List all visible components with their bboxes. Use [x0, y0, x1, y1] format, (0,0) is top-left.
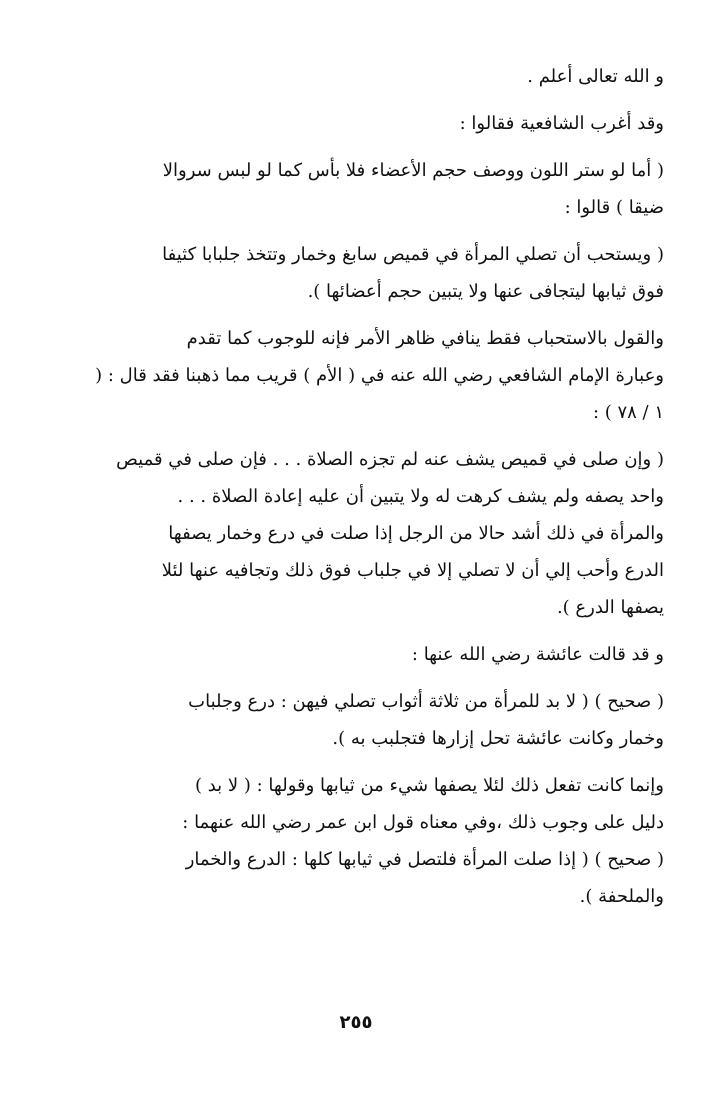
page-body: [88, 58, 664, 925]
text-line: والمرأة في ذلك أشد حالا من الرجل إذا صلت في درع وخمار يصفها: [168, 523, 664, 544]
paragraph-commentary: [88, 320, 664, 431]
text-line: والقول بالاستحباب فقط ينافي ظاهر الأمر فإنه للوجوب كما تقدم: [186, 328, 664, 349]
text-line: و قد قالت عائشة رضي الله عنها :: [411, 644, 664, 665]
paragraph-shafii-intro: [88, 105, 664, 142]
paragraph-aisha-intro: [88, 636, 664, 673]
text-line: ضيقا ) قالوا :: [564, 197, 664, 218]
text-line: يصفها الدرع ).: [556, 597, 664, 618]
text-line: واحد يصفه ولم يشف كرهت له ولا يتبين أن عليه إعادة الصلاة . . .: [177, 486, 664, 507]
paragraph-al-umm-quote: [88, 441, 664, 626]
paragraph-ibn-umar: [88, 767, 664, 915]
text-line: وخمار وكانت عائشة تحل إزارها فتجلبب به ).: [332, 728, 664, 749]
paragraph-closing-formula: [88, 58, 664, 95]
paragraph-shafii-quote: [88, 152, 664, 226]
text-line: وقد أغرب الشافعية فقالوا :: [459, 113, 664, 134]
text-line: ( أما لو ستر اللون ووصف حجم الأعضاء فلا بأس كما لو لبس سروالا: [162, 160, 664, 181]
text-line: دليل على وجوب ذلك ،وفي معناه قول ابن عمر رضي الله عنهما :: [182, 812, 664, 833]
text-line: ( ويستحب أن تصلي المرأة في قميص سابغ وخمار وتتخذ جلبابا كثيفا: [162, 244, 664, 265]
page-number: ٢٥٥: [339, 1012, 373, 1033]
text-line: الدرع وأحب إلي أن لا تصلي إلا في جلباب فوق ذلك وتجافيه عنها لئلا: [161, 560, 664, 581]
text-line: و الله تعالى أعلم .: [527, 66, 664, 87]
text-line: وعبارة الإمام الشافعي رضي الله عنه في ( الأم ) قريب مما ذهبنا فقد قال : (: [95, 365, 664, 386]
text-line: ١ / ٧٨ ) :: [592, 402, 664, 423]
text-line: ( وإن صلى في قميص يشف عنه لم تجزه الصلاة . . . فإن صلى في قميص: [116, 449, 664, 470]
text-line: فوق ثيابها ليتجافى عنها ولا يتبين حجم أعضائها ).: [307, 281, 664, 302]
text-line: والملحفة ).: [579, 886, 664, 907]
text-line: ( صحيح ) ( لا بد للمرأة من ثلاثة أثواب تصلي فيهن : درع وجلباب: [188, 691, 664, 712]
paragraph-aisha-hadith: [88, 683, 664, 757]
text-line: ( صحيح ) ( إذا صلت المرأة فلتصل في ثيابها كلها : الدرع والخمار: [185, 849, 664, 870]
text-line: وإنما كانت تفعل ذلك لئلا يصفها شيء من ثيابها وقولها : ( لا بد ): [194, 775, 664, 796]
paragraph-recommendation-quote: [88, 236, 664, 310]
